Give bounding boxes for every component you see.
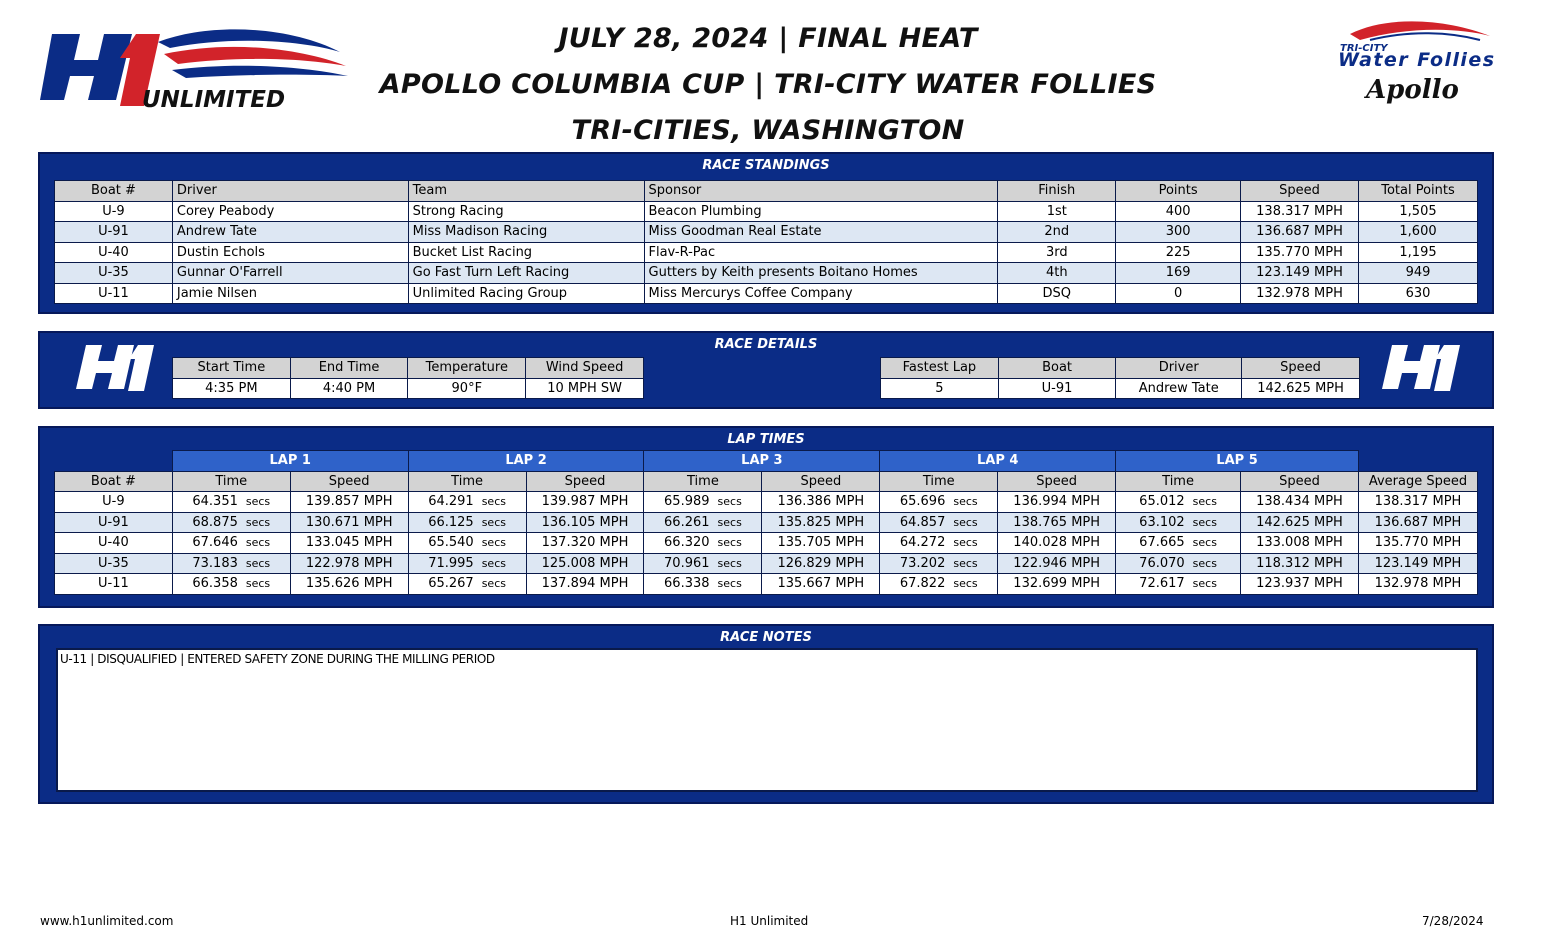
lap-speed-cell: 136.994 MPH — [998, 492, 1116, 513]
lap-time-unit: secs — [953, 515, 978, 529]
lap-time-cell — [1116, 533, 1241, 554]
lap-boat-cell: U-40 — [55, 533, 173, 554]
sponsor-cell: Miss Mercurys Coffee Company — [644, 283, 998, 304]
col-team: Team — [408, 181, 644, 202]
lap-speed-cell: 138.765 MPH — [998, 512, 1116, 533]
lap-time-unit: secs — [717, 536, 742, 550]
logo-unlimited-text: UNLIMITED — [142, 87, 286, 112]
end-time-header: End Time — [290, 358, 408, 379]
boat-cell: U-91 — [55, 222, 173, 243]
lap-time-cell — [644, 512, 762, 533]
lap-time-value: 65.540 — [428, 535, 474, 551]
lap-time-value: 66.261 — [664, 514, 710, 530]
boat-cell: U-35 — [55, 263, 173, 284]
race-details-title: RACE DETAILS — [714, 337, 818, 352]
lap-row — [55, 492, 1478, 513]
lap-boat-cell: U-35 — [55, 553, 173, 574]
lap-boat-cell: U-9 — [55, 492, 173, 513]
lap-time-unit: secs — [245, 577, 271, 591]
fastest-lap-value: 5 — [881, 378, 999, 399]
lap-2-header: LAP 2 — [408, 451, 644, 472]
lap-speed-cell: 138.434 MPH — [1241, 492, 1359, 513]
lap-speed-cell: 125.008 MPH — [526, 553, 644, 574]
lap-time-value: 65.696 — [899, 494, 946, 510]
lap-time-value: 70.961 — [664, 555, 710, 571]
col-speed: Speed — [1241, 181, 1359, 202]
average-speed-cell: 132.978 MPH — [1358, 574, 1477, 595]
driver-cell: Andrew Tate — [172, 222, 408, 243]
race-details-panel — [38, 331, 1494, 409]
lap-time-unit: secs — [953, 577, 978, 591]
total-points-cell: 1,505 — [1359, 201, 1478, 222]
finish-cell: 2nd — [998, 222, 1116, 243]
lap-time-cell — [644, 574, 762, 595]
boat-cell: U-11 — [55, 283, 173, 304]
lap-time-cell — [880, 553, 998, 574]
lap-time-value: 64.272 — [899, 535, 946, 551]
logo-water-follies-text: Water Follies — [1338, 49, 1494, 71]
lap-time-unit: secs — [245, 495, 271, 509]
title-date-heat: JULY 28, 2024 | FINAL HEAT — [558, 23, 978, 54]
speed-cell: 135.770 MPH — [1241, 242, 1359, 263]
team-cell: Strong Racing — [408, 201, 644, 222]
standings-row — [55, 242, 1478, 263]
average-speed-header: Average Speed — [1358, 471, 1477, 492]
team-cell: Unlimited Racing Group — [408, 283, 644, 304]
lap-speed-cell: 136.386 MPH — [762, 492, 880, 513]
lap-time-cell — [1116, 553, 1241, 574]
lap-time-value: 71.995 — [428, 555, 474, 571]
lap-time-value: 66.320 — [664, 535, 710, 551]
lap-speed-cell: 132.699 MPH — [998, 574, 1116, 595]
standings-row — [55, 283, 1478, 304]
lap-time-cell — [644, 553, 762, 574]
lap-speed-cell: 123.937 MPH — [1241, 574, 1359, 595]
speed-cell: 136.687 MPH — [1241, 222, 1359, 243]
race-standings-title: RACE STANDINGS — [702, 158, 830, 173]
lap-row — [55, 574, 1478, 595]
lap-time-unit: secs — [717, 515, 742, 529]
lap-time-cell — [408, 533, 526, 554]
footer-website-link[interactable]: www.h1unlimited.com — [40, 914, 174, 928]
lap-time-unit: secs — [717, 577, 742, 591]
lap-4-header: LAP 4 — [880, 451, 1116, 472]
lap-row — [55, 533, 1478, 554]
lap-time-unit: secs — [481, 577, 506, 591]
lap-time-cell — [880, 533, 998, 554]
fastest-speed-header: Speed — [1242, 358, 1360, 379]
lap-time-unit: secs — [245, 536, 271, 550]
col-finish: Finish — [998, 181, 1116, 202]
speed-cell: 132.978 MPH — [1241, 283, 1359, 304]
points-cell: 400 — [1116, 201, 1241, 222]
h1-unlimited-logo — [40, 14, 352, 112]
driver-cell: Jamie Nilsen — [172, 283, 408, 304]
lap-time-cell — [408, 512, 526, 533]
team-cell: Miss Madison Racing — [408, 222, 644, 243]
speed-header: Speed — [762, 471, 880, 492]
race-standings-panel — [38, 152, 1494, 314]
title-event: APOLLO COLUMBIA CUP | TRI-CITY WATER FOLLIES — [379, 69, 1157, 100]
race-details-right-table — [880, 357, 1360, 399]
lap-time-unit: secs — [1192, 495, 1217, 509]
lap-time-unit: secs — [481, 495, 506, 509]
lap-time-cell — [644, 492, 762, 513]
col-driver: Driver — [172, 181, 408, 202]
points-cell: 0 — [1116, 283, 1241, 304]
sponsor-cell: Beacon Plumbing — [644, 201, 998, 222]
lap-time-cell — [172, 492, 290, 513]
lap-time-cell — [880, 574, 998, 595]
lap-time-cell — [1116, 512, 1241, 533]
col-boat: Boat # — [55, 181, 173, 202]
lap-time-value: 65.989 — [664, 494, 710, 510]
sponsor-cell: Miss Goodman Real Estate — [644, 222, 998, 243]
lap-speed-cell: 137.320 MPH — [526, 533, 644, 554]
lap-speed-cell: 140.028 MPH — [998, 533, 1116, 554]
footer-org-name: H1 Unlimited — [730, 914, 809, 928]
lap-speed-cell: 137.894 MPH — [526, 574, 644, 595]
lap-time-unit: secs — [1192, 515, 1217, 529]
boat-cell: U-9 — [55, 201, 173, 222]
footer-date: 7/28/2024 — [1422, 914, 1484, 928]
total-points-cell: 949 — [1359, 263, 1478, 284]
time-header: Time — [880, 471, 998, 492]
lap-speed-cell: 118.312 MPH — [1241, 553, 1359, 574]
lap-speed-cell: 135.825 MPH — [762, 512, 880, 533]
wind-speed-value: 10 MPH SW — [526, 378, 644, 399]
race-details-left-table — [172, 357, 644, 399]
total-points-cell: 1,600 — [1359, 222, 1478, 243]
fastest-boat-value: U-91 — [998, 378, 1116, 399]
speed-header: Speed — [1241, 471, 1359, 492]
lap-time-value: 68.875 — [192, 514, 238, 530]
lap-time-value: 67.665 — [1139, 535, 1185, 551]
lap-row — [55, 553, 1478, 574]
speed-cell: 138.317 MPH — [1241, 201, 1359, 222]
team-cell: Bucket List Racing — [408, 242, 644, 263]
lap-time-unit: secs — [1192, 577, 1217, 591]
lap-time-value: 67.646 — [192, 535, 238, 551]
lap-time-cell — [408, 574, 526, 595]
lap-time-value: 64.351 — [192, 494, 238, 510]
driver-cell: Corey Peabody — [172, 201, 408, 222]
lap-time-value: 65.267 — [428, 576, 474, 592]
race-notes-panel — [38, 624, 1494, 804]
points-cell: 225 — [1116, 242, 1241, 263]
sponsor-cell: Flav-R-Pac — [644, 242, 998, 263]
average-speed-cell: 135.770 MPH — [1358, 533, 1477, 554]
lap-time-value: 73.183 — [192, 555, 238, 571]
average-speed-cell: 123.149 MPH — [1358, 553, 1477, 574]
title-block — [350, 16, 1186, 154]
lap-time-cell — [172, 533, 290, 554]
fastest-driver-header: Driver — [1116, 358, 1242, 379]
lap-time-cell — [1116, 574, 1241, 595]
temperature-value: 90°F — [408, 378, 526, 399]
speed-cell: 123.149 MPH — [1241, 263, 1359, 284]
title-location: TRI-CITIES, WASHINGTON — [571, 115, 965, 146]
temperature-header: Temperature — [408, 358, 526, 379]
lap-time-value: 66.125 — [428, 514, 474, 530]
lap-speed-cell: 135.667 MPH — [762, 574, 880, 595]
lap-speed-cell: 133.008 MPH — [1241, 533, 1359, 554]
lap-times-panel — [38, 426, 1494, 608]
col-sponsor: Sponsor — [644, 181, 998, 202]
lap-time-value: 66.358 — [192, 576, 238, 592]
fastest-boat-header: Boat — [998, 358, 1116, 379]
lap-speed-cell: 142.625 MPH — [1241, 512, 1359, 533]
lap-time-unit: secs — [953, 536, 978, 550]
speed-header: Speed — [526, 471, 644, 492]
lap-times-title: LAP TIMES — [727, 432, 805, 447]
average-speed-cell: 136.687 MPH — [1358, 512, 1477, 533]
lap-time-unit: secs — [245, 556, 271, 570]
lap-times-table — [54, 450, 1478, 595]
col-total-points: Total Points — [1359, 181, 1478, 202]
lap-time-cell — [880, 492, 998, 513]
boat-cell: U-40 — [55, 242, 173, 263]
driver-cell: Dustin Echols — [172, 242, 408, 263]
lap-time-value: 67.822 — [899, 576, 946, 592]
points-cell: 169 — [1116, 263, 1241, 284]
lap-speed-cell: 135.705 MPH — [762, 533, 880, 554]
lap-speed-cell: 126.829 MPH — [762, 553, 880, 574]
lap-3-header: LAP 3 — [644, 451, 880, 472]
lap-boat-cell: U-91 — [55, 512, 173, 533]
lap-time-cell — [408, 492, 526, 513]
lap-time-unit: secs — [953, 495, 978, 509]
average-speed-cell: 138.317 MPH — [1358, 492, 1477, 513]
lap-time-value: 63.102 — [1139, 514, 1185, 530]
lap-time-unit: secs — [481, 556, 506, 570]
end-time-value: 4:40 PM — [290, 378, 408, 399]
team-cell: Go Fast Turn Left Racing — [408, 263, 644, 284]
lap-time-cell — [1116, 492, 1241, 513]
lap-speed-cell: 130.671 MPH — [290, 512, 408, 533]
standings-row — [55, 201, 1478, 222]
lap-speed-cell: 139.987 MPH — [526, 492, 644, 513]
lap-boat-cell: U-11 — [55, 574, 173, 595]
lap-time-cell — [172, 574, 290, 595]
lap-speed-cell: 122.946 MPH — [998, 553, 1116, 574]
start-time-header: Start Time — [173, 358, 291, 379]
points-cell: 300 — [1116, 222, 1241, 243]
lap-speed-cell: 139.857 MPH — [290, 492, 408, 513]
driver-cell: Gunnar O'Farrell — [172, 263, 408, 284]
lap-time-unit: secs — [717, 495, 742, 509]
lap-time-cell — [172, 553, 290, 574]
lap-1-header: LAP 1 — [172, 451, 408, 472]
lap-speed-cell: 122.978 MPH — [290, 553, 408, 574]
finish-cell: 3rd — [998, 242, 1116, 263]
time-header: Time — [172, 471, 290, 492]
lap-boat-header: Boat # — [55, 471, 173, 492]
time-header: Time — [408, 471, 526, 492]
standings-table — [54, 180, 1478, 304]
lap-time-cell — [880, 512, 998, 533]
lap-speed-cell: 136.105 MPH — [526, 512, 644, 533]
lap-5-header: LAP 5 — [1116, 451, 1359, 472]
speed-header: Speed — [998, 471, 1116, 492]
lap-time-value: 64.291 — [428, 494, 474, 510]
finish-cell: DSQ — [998, 283, 1116, 304]
lap-speed-cell: 133.045 MPH — [290, 533, 408, 554]
speed-header: Speed — [290, 471, 408, 492]
logo-tri-city-text: TRI-CITY — [1340, 43, 1388, 54]
race-notes-text: U-11 | DISQUALIFIED | ENTERED SAFETY ZONE DURING THE MILLING PERIOD — [56, 648, 1478, 792]
lap-time-cell — [644, 533, 762, 554]
lap-time-unit: secs — [1192, 536, 1217, 550]
lap-time-value: 66.338 — [664, 576, 710, 592]
lap-time-value: 73.202 — [899, 555, 946, 571]
total-points-cell: 630 — [1359, 283, 1478, 304]
h1-mark-icon — [74, 339, 158, 395]
lap-time-unit: secs — [1192, 556, 1217, 570]
lap-time-unit: secs — [481, 536, 506, 550]
standings-row — [55, 222, 1478, 243]
water-follies-apollo-logo — [1330, 14, 1502, 110]
lap-time-value: 72.617 — [1139, 576, 1185, 592]
lap-time-value: 65.012 — [1139, 494, 1185, 510]
fastest-lap-header: Fastest Lap — [881, 358, 999, 379]
lap-speed-cell: 135.626 MPH — [290, 574, 408, 595]
fastest-driver-value: Andrew Tate — [1116, 378, 1242, 399]
finish-cell: 4th — [998, 263, 1116, 284]
lap-time-value: 64.857 — [899, 514, 946, 530]
lap-time-unit: secs — [481, 515, 506, 529]
lap-time-unit: secs — [717, 556, 742, 570]
time-header: Time — [1116, 471, 1241, 492]
race-notes-title: RACE NOTES — [720, 630, 812, 645]
lap-time-cell — [172, 512, 290, 533]
logo-apollo-text: Apollo — [1366, 75, 1459, 105]
lap-time-value: 76.070 — [1139, 555, 1185, 571]
wind-speed-header: Wind Speed — [526, 358, 644, 379]
finish-cell: 1st — [998, 201, 1116, 222]
h1-mark-icon — [1380, 339, 1464, 395]
lap-row — [55, 512, 1478, 533]
total-points-cell: 1,195 — [1359, 242, 1478, 263]
lap-time-unit: secs — [245, 515, 271, 529]
lap-time-unit: secs — [953, 556, 978, 570]
fastest-speed-value: 142.625 MPH — [1242, 378, 1360, 399]
col-points: Points — [1116, 181, 1241, 202]
lap-time-cell — [408, 553, 526, 574]
time-header: Time — [644, 471, 762, 492]
start-time-value: 4:35 PM — [173, 378, 291, 399]
standings-row — [55, 263, 1478, 284]
sponsor-cell: Gutters by Keith presents Boitano Homes — [644, 263, 998, 284]
